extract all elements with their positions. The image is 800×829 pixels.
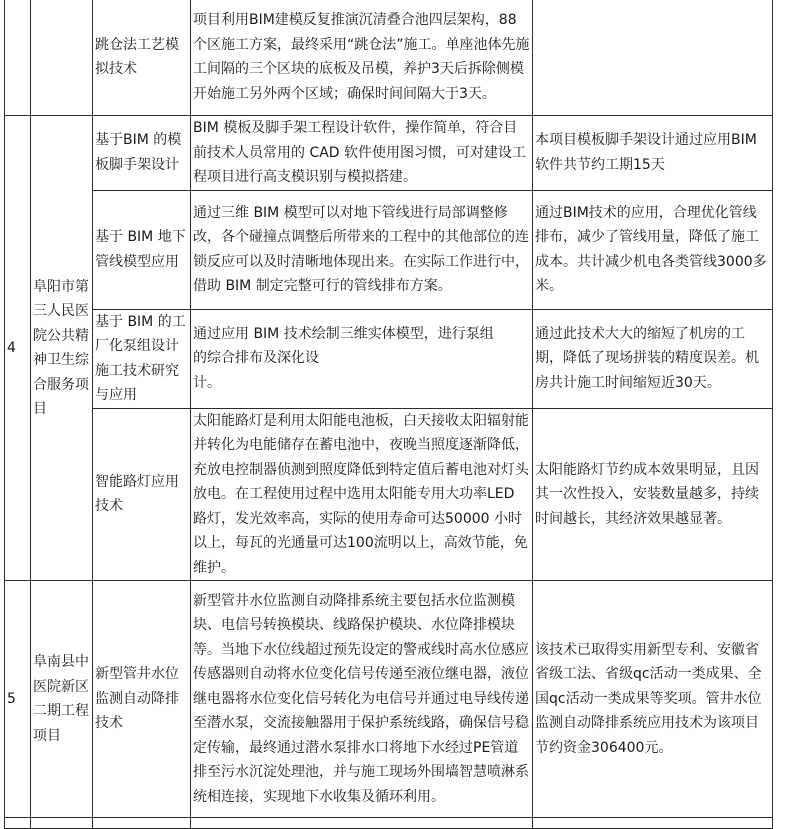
table-row-cut-off	[5, 818, 773, 829]
description-cell: 新型管井水位监测自动降排系统主要包括水位监测模块、电信号转换模块、线路保护模块、水位降排模块等。当地下水位线超过预先设定的警戒线时高水位感应传感器则自动将水位变化信号传递至液位继电器，液位继电器将水位变化信号转化为电信号并通过电导线传递至潜水泵，交流接触器用于保护系统线路，确保信号稳定传输，最终通过潜水泵排水口将地下水经过PE管道排至污水沉淀处理池，并与施工现场外围墙智慧喷淋系统相连接，实现地下水收集及循环利用。	[191, 581, 533, 818]
table-row	[5, 309, 773, 408]
description-line: 的综合排布及深化设	[193, 350, 319, 367]
tech-name-cell: 基于BIM 的模板脚手架设计	[93, 116, 191, 191]
description-line: 计。	[193, 374, 221, 391]
table-row	[5, 190, 773, 309]
tech-name-cell: 智能路灯应用技术	[93, 408, 191, 581]
effect-cell	[533, 0, 773, 116]
table-row	[5, 116, 773, 191]
description-cell: BIM 模板及脚手架工程设计软件，操作简单，符合目前技术人员常用的 CAD 软件使用图习惯，可对建设工程项目进行高支模识别与模拟搭建。	[191, 116, 533, 191]
table-row	[5, 0, 773, 116]
description-cell: 项目利用BIM建模反复推演沉清叠合池四层架构，88个区施工方案，最终采用“跳仓法”施工。单座池体先施工间隔的三个区块的底板及吊模，养护3天后拆除侧模开始施工另外两个区域；确保时间间隔大于3天。	[191, 0, 533, 116]
description-cell	[191, 309, 533, 408]
project-name-cell: 阜阳市第三人民医院公共精神卫生综合服务项目	[31, 116, 93, 581]
empty-cell	[191, 818, 533, 829]
table-row	[5, 408, 773, 581]
empty-cell	[31, 818, 93, 829]
tech-name-cell: 基于 BIM 地下管线模型应用	[93, 190, 191, 309]
empty-cell	[5, 818, 31, 829]
project-tech-table	[4, 0, 773, 829]
project-name-cell: 阜南县中医院新区二期工程项目	[31, 581, 93, 818]
effect-cell: 通过BIM技术的应用，合理优化管线排布，减少了管线用量，降低了施工成本。共计减少机电各类管线3000多米。	[533, 190, 773, 309]
empty-cell	[533, 818, 773, 829]
effect-cell: 本项目模板脚手架设计通过应用BIM软件共节约工期15天	[533, 116, 773, 191]
row-number-cell: 4	[5, 116, 31, 581]
description-cell: 通过三维 BIM 模型可以对地下管线进行局部调整修改，各个碰撞点调整后所带来的工程中的其他部位的连锁反应可以及时清晰地体现出来。在实际工作进行中，借助 BIM 制定完整可行的管线排布方案。	[191, 190, 533, 309]
description-line: 通过应用 BIM 技术绘制三维实体模型，进行泵组	[193, 325, 494, 342]
description-cell: 太阳能路灯是利用太阳能电池板，白天接收太阳辐射能并转化为电能储存在蓄电池中，夜晚当照度逐渐降低，充放电控制器侦测到照度降低到特定值后蓄电池对灯头放电。在工程使用过程中选用太阳能专用大功率LED 路灯，发光效率高，实际的使用寿命可达50000 小时以上，每瓦的光通量可达100流明以上，高效节能，免维护。	[191, 408, 533, 581]
tech-name-cell: 新型管井水位监测自动降排技术	[93, 581, 191, 818]
row-number-cell	[5, 0, 31, 116]
effect-cell: 太阳能路灯节约成本效果明显，且因其一次性投入，安装数量越多，持续时间越长，其经济效果越显著。	[533, 408, 773, 581]
project-name-cell	[31, 0, 93, 116]
effect-cell: 该技术已取得实用新型专利、安徽省省级工法、省级qc活动一类成果、全国qc活动一类成果等奖项。管井水位监测自动降排系统应用技术为该项目节约资金306400元。	[533, 581, 773, 818]
table-row	[5, 581, 773, 818]
row-number-cell: 5	[5, 581, 31, 818]
empty-cell	[93, 818, 191, 829]
tech-name-cell: 跳仓法工艺模拟技术	[93, 0, 191, 116]
tech-name-cell: 基于 BIM 的工厂化泵组设计施工技术研究与应用	[93, 309, 191, 408]
effect-cell: 通过此技术大大的缩短了机房的工期，降低了现场拼装的精度误差。机房共计施工时间缩短近30天。	[533, 309, 773, 408]
